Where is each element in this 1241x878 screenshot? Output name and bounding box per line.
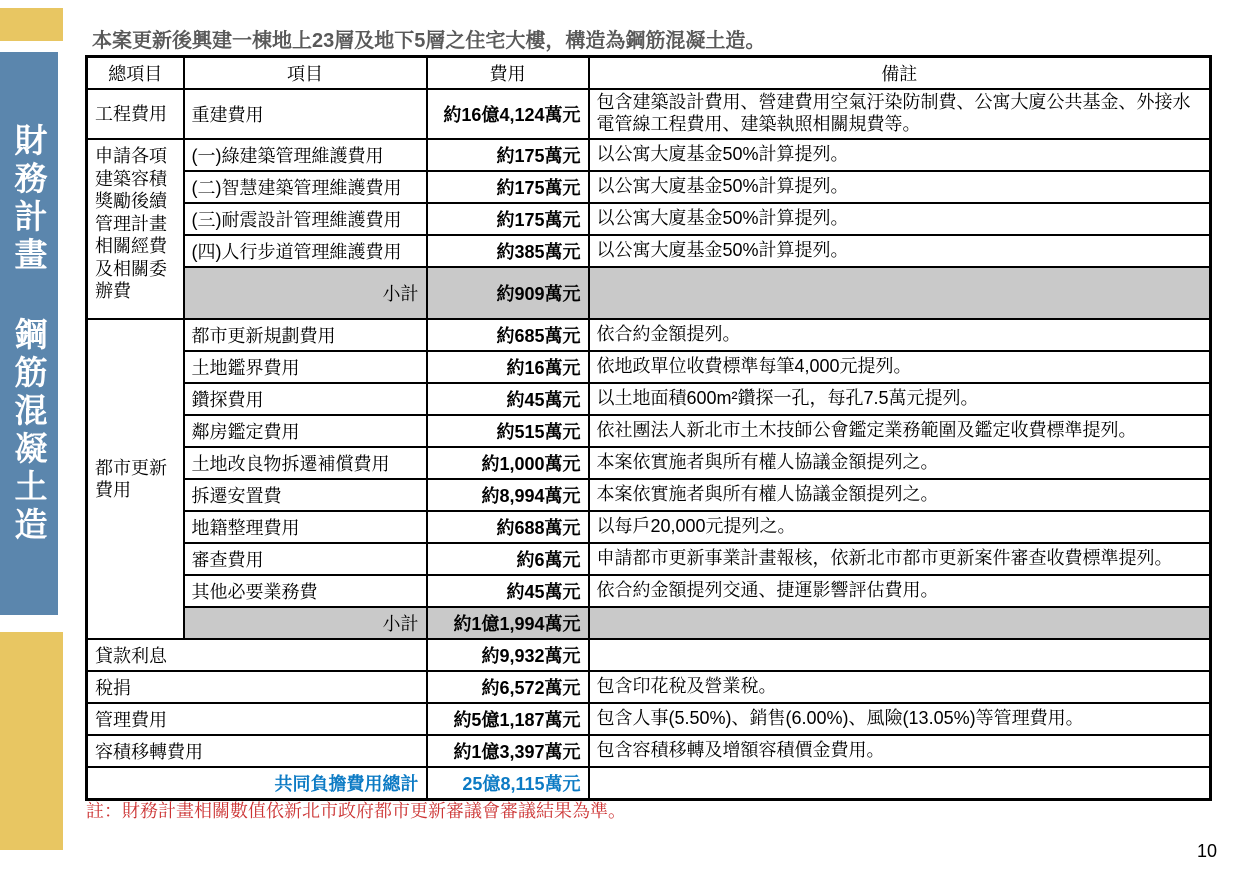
fee-cell: 約6萬元 xyxy=(427,543,589,575)
table-row xyxy=(87,415,1211,447)
item-cell: 土地鑑界費用 xyxy=(184,351,427,383)
fee-cell: 約175萬元 xyxy=(427,203,589,235)
item-cell: (一)綠建築管理維護費用 xyxy=(184,139,427,171)
group-engineering-cost: 工程費用 xyxy=(87,89,184,139)
fee-cell: 約5億1,187萬元 xyxy=(427,703,589,735)
table-row xyxy=(87,383,1211,415)
table-row xyxy=(87,351,1211,383)
note-cell: 以土地面積600m²鑽探一孔，每孔7.5萬元提列。 xyxy=(589,383,1211,415)
note-cell: 申請都市更新事業計畫報核，依新北市都市更新案件審查收費標準提列。 xyxy=(589,543,1211,575)
table-row xyxy=(87,319,1211,351)
page-number: 10 xyxy=(1196,841,1217,861)
table-row xyxy=(87,671,1211,703)
note-cell: 依合約金額提列。 xyxy=(589,319,1211,351)
financial-plan-table xyxy=(85,55,1212,801)
subtotal-fee: 約1億1,994萬元 xyxy=(427,607,589,639)
fee-cell: 約515萬元 xyxy=(427,415,589,447)
item-cell: 其他必要業務費 xyxy=(184,575,427,607)
subtotal-label: 小計 xyxy=(184,267,427,319)
item-cell: 重建費用 xyxy=(184,89,427,139)
table-row xyxy=(87,235,1211,267)
note-cell: 依合約金額提列交通、捷運影響評估費用。 xyxy=(589,575,1211,607)
note-cell: 包含印花稅及營業稅。 xyxy=(589,671,1211,703)
note-cell: 以公寓大廈基金50%計算提列。 xyxy=(589,139,1211,171)
note-cell: 依地政單位收費標準每筆4,000元提列。 xyxy=(589,351,1211,383)
header-item: 項目 xyxy=(184,57,427,90)
table-row xyxy=(87,479,1211,511)
item-cell: 容積移轉費用 xyxy=(87,735,427,767)
sidebar-yellow-top-block xyxy=(0,8,63,41)
note-cell: 以每戶20,000元提列之。 xyxy=(589,511,1211,543)
grand-total-label: 共同負擔費用總計 xyxy=(87,767,427,800)
fee-cell: 約8,994萬元 xyxy=(427,479,589,511)
note-cell: 以公寓大廈基金50%計算提列。 xyxy=(589,203,1211,235)
group-bonus-management-fees: 申請各項建築容積獎勵後續管理計畫相關經費及相關委辦費 xyxy=(87,139,184,319)
table-row xyxy=(87,89,1211,139)
note-cell: 以公寓大廈基金50%計算提列。 xyxy=(589,171,1211,203)
table-row xyxy=(87,171,1211,203)
table-row xyxy=(87,575,1211,607)
fee-cell: 約175萬元 xyxy=(427,171,589,203)
sidebar-blue-bar xyxy=(0,52,58,615)
subtotal-note-empty xyxy=(589,267,1211,319)
grand-total-fee: 25億8,115萬元 xyxy=(427,767,589,800)
group-urban-renewal-cost: 都市更新費用 xyxy=(87,319,184,639)
table-row xyxy=(87,203,1211,235)
subtotal-fee: 約909萬元 xyxy=(427,267,589,319)
table-header-row xyxy=(87,57,1211,90)
item-cell: (三)耐震設計管理維護費用 xyxy=(184,203,427,235)
item-cell: 土地改良物拆遷補償費用 xyxy=(184,447,427,479)
fee-cell: 約1,000萬元 xyxy=(427,447,589,479)
grand-total-note-empty xyxy=(589,767,1211,800)
subtotal-row xyxy=(87,267,1211,319)
note-cell: 依社團法人新北市土木技師公會鑑定業務範圍及鑑定收費標準提列。 xyxy=(589,415,1211,447)
fee-cell: 約16億4,124萬元 xyxy=(427,89,589,139)
note-cell: 以公寓大廈基金50%計算提列。 xyxy=(589,235,1211,267)
table-row xyxy=(87,639,1211,671)
table-row xyxy=(87,543,1211,575)
fee-cell: 約1億3,397萬元 xyxy=(427,735,589,767)
fee-cell: 約688萬元 xyxy=(427,511,589,543)
header-note: 備註 xyxy=(589,57,1211,90)
header-fee: 費用 xyxy=(427,57,589,90)
fee-cell: 約6,572萬元 xyxy=(427,671,589,703)
sidebar-yellow-bottom-block xyxy=(0,632,63,850)
item-cell: (二)智慧建築管理維護費用 xyxy=(184,171,427,203)
item-cell: 鑽探費用 xyxy=(184,383,427,415)
table-row xyxy=(87,447,1211,479)
grand-total-row xyxy=(87,767,1211,800)
table-row xyxy=(87,511,1211,543)
table-row xyxy=(87,735,1211,767)
slide-title: 本案更新後興建一棟地上23層及地下5層之住宅大樓，構造為鋼筋混凝土造。 xyxy=(92,30,766,52)
subtotal-note-empty xyxy=(589,607,1211,639)
item-cell: 稅捐 xyxy=(87,671,427,703)
item-cell: 都市更新規劃費用 xyxy=(184,319,427,351)
note-cell: 包含容積移轉及增額容積價金費用。 xyxy=(589,735,1211,767)
note-cell xyxy=(589,639,1211,671)
subtotal-row xyxy=(87,607,1211,639)
table-row xyxy=(87,703,1211,735)
item-cell: 拆遷安置費 xyxy=(184,479,427,511)
fee-cell: 約16萬元 xyxy=(427,351,589,383)
subtotal-label: 小計 xyxy=(184,607,427,639)
item-cell: 地籍整理費用 xyxy=(184,511,427,543)
fee-cell: 約685萬元 xyxy=(427,319,589,351)
note-cell: 包含建築設計費用、營建費用空氣汙染防制費、公寓大廈公共基金、外接水電管線工程費用、建築執照相關規費等。 xyxy=(589,89,1211,139)
sidebar-vertical-title: 財務計畫 鋼筋混凝土造 xyxy=(10,122,48,545)
fee-cell: 約175萬元 xyxy=(427,139,589,171)
item-cell: 鄰房鑑定費用 xyxy=(184,415,427,447)
fee-cell: 約45萬元 xyxy=(427,383,589,415)
item-cell: 管理費用 xyxy=(87,703,427,735)
note-cell: 本案依實施者與所有權人協議金額提列之。 xyxy=(589,479,1211,511)
fee-cell: 約385萬元 xyxy=(427,235,589,267)
item-cell: 貸款利息 xyxy=(87,639,427,671)
header-total-item: 總項目 xyxy=(87,57,184,90)
item-cell: 審查費用 xyxy=(184,543,427,575)
fee-cell: 約9,932萬元 xyxy=(427,639,589,671)
fee-cell: 約45萬元 xyxy=(427,575,589,607)
note-cell: 本案依實施者與所有權人協議金額提列之。 xyxy=(589,447,1211,479)
table-row xyxy=(87,139,1211,171)
note-cell: 包含人事(5.50%)、銷售(6.00%)、風險(13.05%)等管理費用。 xyxy=(589,703,1211,735)
item-cell: (四)人行步道管理維護費用 xyxy=(184,235,427,267)
red-footnote: 註：財務計畫相關數值依新北市政府都市更新審議會審議結果為準。 xyxy=(86,801,626,821)
